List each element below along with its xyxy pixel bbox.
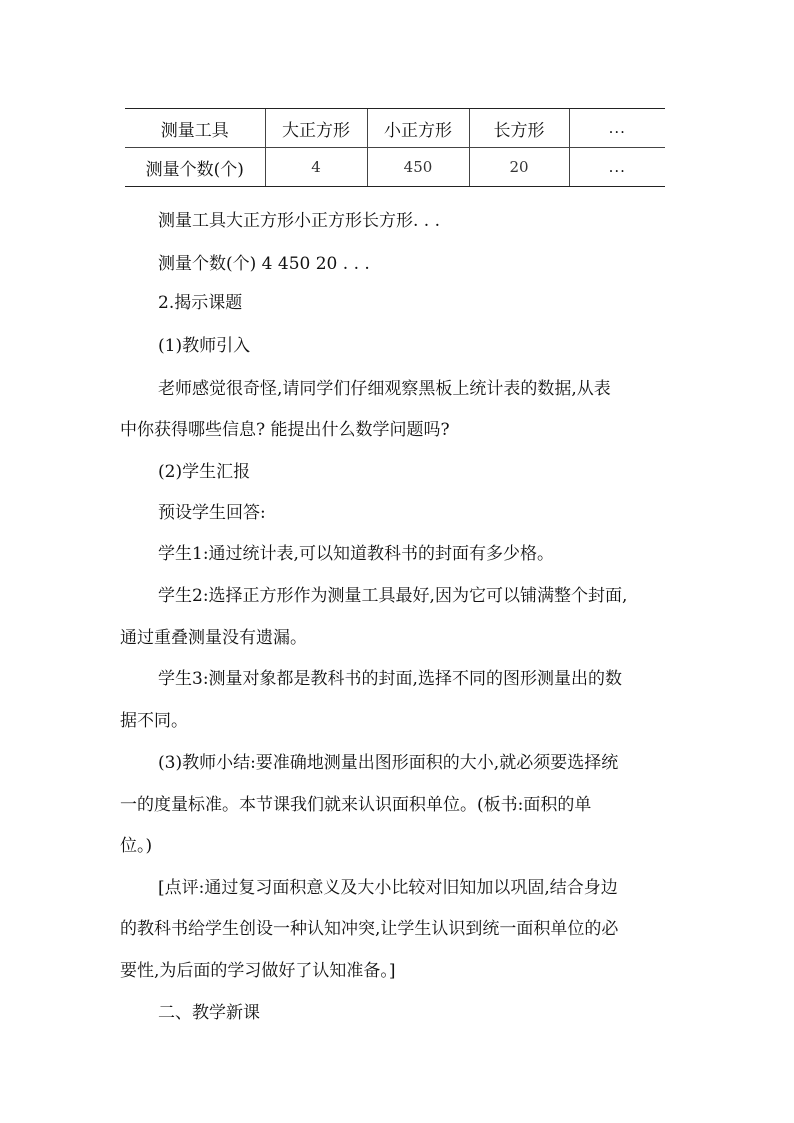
table-row [125, 109, 665, 148]
paragraph: 学生2:选择正方形作为测量工具最好,因为它可以铺满整个封面, [158, 586, 628, 606]
measurement-table [125, 108, 665, 187]
paragraph: 通过重叠测量没有遗漏。 [120, 628, 307, 648]
table-cell: 测量个数(个) [125, 148, 265, 187]
paragraph: (3)教师小结:要准确地测量出图形面积的大小,就必须要选择统 [158, 753, 619, 773]
commentary: [点评:通过复习面积意义及大小比较对旧知加以巩固,结合身边 [158, 878, 618, 898]
paragraph: 测量个数(个) 4 450 20 . . . [158, 254, 370, 274]
sub-heading: (2)学生汇报 [158, 462, 251, 482]
table-cell: ... [569, 148, 665, 187]
paragraph: 老师感觉很奇怪,请同学们仔细观察黑板上统计表的数据,从表 [158, 379, 611, 399]
paragraph: 一的度量标准。本节课我们就来认识面积单位。(板书:面积的单 [120, 795, 592, 815]
section-heading: 2.揭示课题 [158, 293, 243, 313]
table-cell: 450 [367, 148, 469, 187]
paragraph: 中你获得哪些信息? 能提出什么数学问题吗? [120, 420, 450, 440]
paragraph: 学生3:测量对象都是教科书的封面,选择不同的图形测量出的数 [158, 669, 622, 689]
paragraph: 位。) [120, 836, 153, 856]
paragraph: 学生1:通过统计表,可以知道教科书的封面有多少格。 [158, 544, 554, 564]
table-cell: 4 [265, 148, 367, 187]
paragraph: 据不同。 [120, 711, 188, 731]
sub-heading: (1)教师引入 [158, 336, 251, 356]
table-cell: 20 [469, 148, 569, 187]
section-heading: 二、教学新课 [158, 1003, 260, 1023]
commentary: 的教科书给学生创设一种认知冲突,让学生认识到统一面积单位的必 [120, 919, 619, 939]
table-cell: 测量工具 [125, 109, 265, 148]
table-cell: ... [569, 109, 665, 148]
paragraph: 测量工具大正方形小正方形长方形. . . [158, 211, 441, 231]
commentary: 要性,为后面的学习做好了认知准备。] [120, 961, 396, 981]
table-cell: 长方形 [469, 109, 569, 148]
table-cell: 大正方形 [265, 109, 367, 148]
table-row [125, 148, 665, 187]
table-cell: 小正方形 [367, 109, 469, 148]
paragraph: 预设学生回答: [158, 503, 266, 523]
